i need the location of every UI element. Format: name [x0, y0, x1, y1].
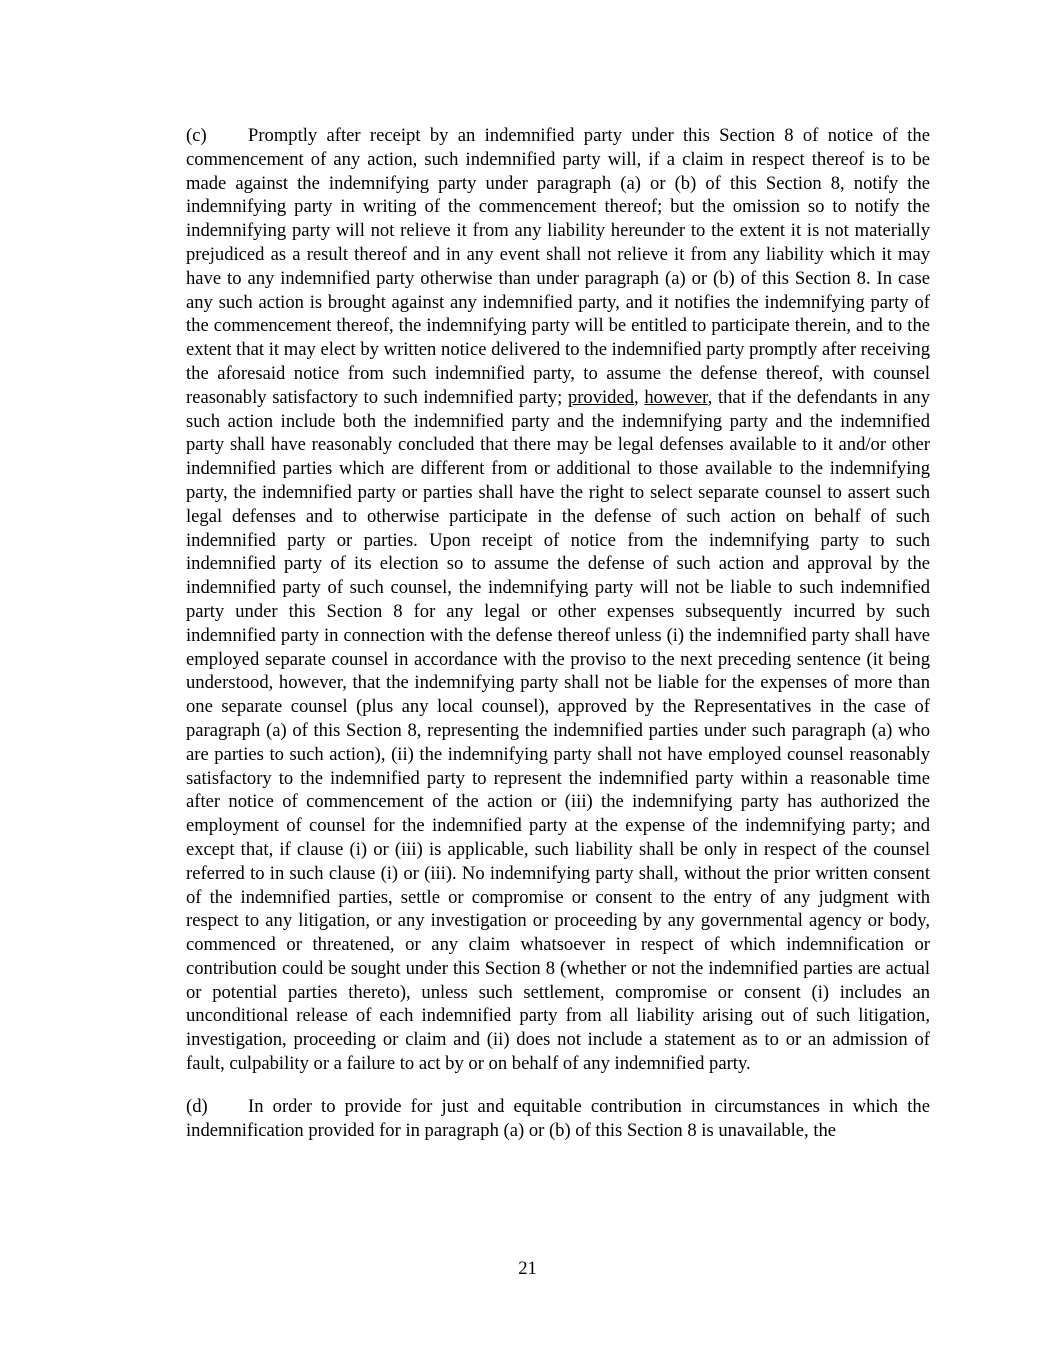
- paragraph-c: [186, 124, 930, 1076]
- page-number: 21: [518, 1258, 537, 1279]
- paragraph-c-text-part-1: Promptly after receipt by an indemnified party under this Section 8 of notice of the commencement of any action, such indemnified party will, if a claim in respect thereof is to be made against the indemnifying party under paragraph (a) or (b) of this Section 8, notify the indemnifying party in writing of the commencement thereof; but the omission so to notify the indemnifying party will not relieve it from any liability hereunder to the extent it is not materially prejudiced as a result thereof and in any event shall not relieve it from any liability which it may have to any indemnified party otherwise than under paragraph (a) or (b) of this Section 8. In case any such action is brought against any indemnified party, and it notifies the indemnifying party of the commencement thereof, the indemnifying party will be entitled to participate therein, and to the extent that it may elect by written notice delivered to the indemnified party promptly after receiving the aforesaid notice from such indemnified party, to assume the defense thereof, with counsel reasonably satisfactory to such indemnified party;: [186, 125, 930, 408]
- paragraph-d-text: In order to provide for just and equitable contribution in circumstances in which the indemnification provided for in paragraph (a) or (b) of this Section 8 is unavailable, the: [186, 1095, 930, 1141]
- paragraph-c-label: (c): [186, 125, 207, 146]
- provided-term: provided: [567, 386, 635, 408]
- paragraph-c-text-part-2: ,: [634, 386, 645, 408]
- paragraph-d: [186, 1095, 930, 1143]
- paragraph-d-label: (d): [186, 1095, 208, 1117]
- however-term: however: [644, 386, 708, 408]
- document-page: [186, 124, 930, 1142]
- paragraph-c-text-part-3: , that if the defendants in any such action include both the indemnified party and the indemnifying party and the indemnified party shall have reasonably concluded that there may be legal defenses available to it and/or other indemnified parties which are different from or additional to those available to the indemnifying party, the indemnified party or parties shall have the right to select separate counsel to assert such legal defenses and to otherwise participate in the defense of such action on behalf of such indemnified party or parties. Upon receipt of notice from the indemnifying party to such indemnified party of its election so to assume the defense of such action and approval by the indemnified party of such counsel, the indemnifying party will not be liable to such indemnified party under this Section 8 for any legal or other expenses subsequently incurred by such indemnified party in connection with the defense thereof unless (i) the indemnified party shall have employed separate counsel in accordance with the proviso to the next preceding sentence (it being understood, however, that the indemnifying party shall not be liable for the expenses of more than one separate counsel (plus any local counsel), approved by the Representatives in the case of paragraph (a) of this Section 8, representing the indemnified parties under such paragraph (a) who are parties to such action), (ii) the indemnifying party shall not have employed counsel reasonably satisfactory to the indemnified party to represent the indemnified party within a reasonable time after notice of commencement of the action or (iii) the indemnifying party has authorized the employment of counsel for the indemnified party at the expense of the indemnifying party; and except that, if clause (i) or (iii) is applicable, such liability shall be only in respect of the counsel referred to in such clause (i) or (iii). No indemnifying party shall, without the prior written consent of the indemnified parties, settle or compromise or consent to the entry of any judgment with respect to any litigation, or any investigation or proceeding by any governmental agency or body, commenced or threatened, or any claim whatsoever in respect of which indemnification or contribution could be sought under this Section 8 (whether or not the indemnified parties are actual or potential parties thereto), unless such settlement, compromise or consent (i) includes an unconditional release of each indemnified party from all liability arising out of such litigation, investigation, proceeding or claim and (ii) does not include a statement as to or an admission of fault, culpability or a failure to act by or on behalf of any indemnified party.: [186, 386, 931, 1075]
